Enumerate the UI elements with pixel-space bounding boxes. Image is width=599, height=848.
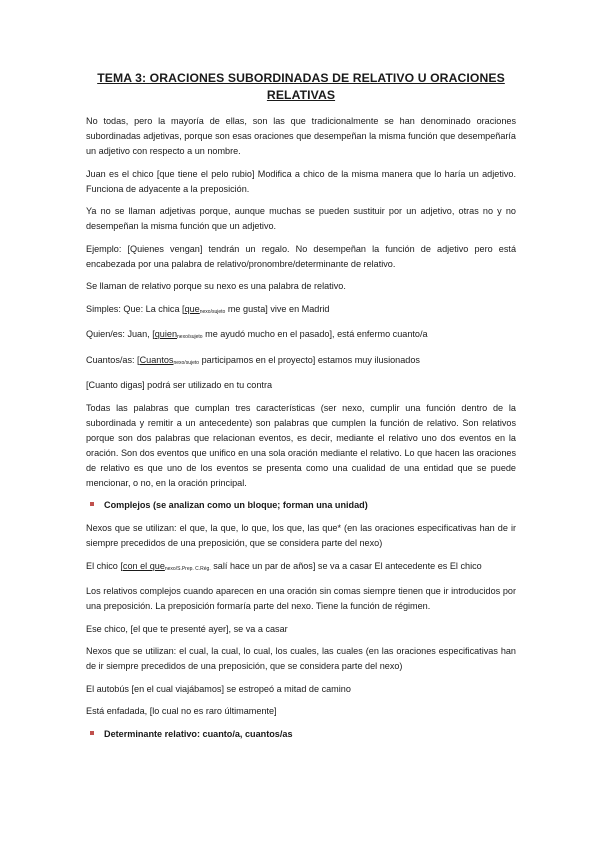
- example-subscript: nexo/sujeto: [199, 308, 226, 315]
- bullet-label: Determinante relativo: cuanto/a, cuantos/as: [104, 728, 293, 739]
- bullet-square-icon: [90, 502, 94, 506]
- paragraph: Ejemplo: [Quienes vengan] tendrán un regalo. No desempeñan la función de adjetivo pero está encabezada por una palabra de relativo/pronombre/determinante de relativo.: [86, 243, 516, 269]
- paragraph: Los relativos complejos cuando aparecen en una oración sin comas siempre tienen que ir introducidos por una preposición. La preposición formaría parte del nexo. Tiene la función de régimen.: [86, 586, 516, 611]
- document-page: [86, 70, 516, 750]
- example-text: salí hace un par de años] se va a casar El antecedente es El chico: [210, 560, 482, 571]
- example-subscript: nexo/S.Prep. C.Rég.: [164, 565, 211, 572]
- paragraph: No todas, pero la mayoría de ellas, son las que tradicionalmente se han denominado oraciones subordinadas adjetivas, porque son esas oraciones que desempeñan la misma función que desempeñaría un adjetivo con respecto a un nombre.: [86, 116, 516, 156]
- paragraph: Nexos que se utilizan: el que, la que, lo que, los que, las que* (en las oraciones especificativas han de ir siempre precedidos de una preposición, que se considera parte del nexo): [86, 523, 516, 548]
- example-subscript: nexo/sujeto: [173, 359, 200, 366]
- paragraph: Todas las palabras que cumplan tres características (ser nexo, cumplir una función dentro de la subordinada y remitir a un antecedente) son palabras que cumplen la función de relativo. Son relativos porque son dos palabras que relacionan eventos, es decir, mediante el relativo uno dos eventos en la oración. Son dos eventos que unifico en una sola oración mediante el relativo. Lo que hacen las oraciones de relativo es que uno de los eventos se presenta como una cualidad de una entidad que se puede mencionar, o no, en la oración principal.: [86, 402, 516, 488]
- document-title: TEMA 3: ORACIONES SUBORDINADAS DE RELATIVO U ORACIONES RELATIVAS: [97, 71, 505, 102]
- example-text: me gusta] vive en Madrid: [225, 303, 330, 314]
- example-text: Simples: Que: La chica [: [86, 303, 185, 314]
- paragraph: Juan es el chico [que tiene el pelo rubio] Modifica a chico de la misma manera que lo haría un adjetivo. Funciona de adyacente a la preposición.: [86, 168, 516, 194]
- example-text: Cuantos/as: [: [86, 354, 140, 365]
- example-nexo: quien: [154, 329, 178, 339]
- example-text: El chico [: [86, 560, 123, 571]
- paragraph: Está enfadada, [lo cual no es raro últimamente]: [86, 706, 277, 716]
- paragraph: El autobús [en el cual viajábamos] se estropeó a mitad de camino: [86, 683, 351, 694]
- example-text: me ayudó mucho en el pasado], está enfermo cuanto/a: [202, 329, 428, 339]
- example-line: [86, 559, 516, 577]
- paragraph: Ya no se llaman adjetivas porque, aunque muchas se pueden sustituir por un adjetivo, otras no y no desempeñan la misma función que un adjetivo.: [86, 206, 516, 231]
- example-line: [86, 353, 516, 371]
- example-line: [86, 302, 516, 320]
- paragraph: Se llaman de relativo porque su nexo es una palabra de relativo.: [86, 281, 346, 291]
- example-nexo: con el que: [122, 560, 165, 571]
- example-nexo: Cuantos: [139, 354, 174, 365]
- bullet-item: [86, 727, 516, 742]
- example-nexo: que: [184, 303, 200, 314]
- bullet-item: [86, 498, 516, 513]
- example-text: Quien/es: Juan, [: [86, 329, 155, 339]
- example-line: [86, 327, 516, 345]
- example-subscript: nexo/sujeto: [177, 334, 203, 340]
- example-text: participamos en el proyecto] estamos muy ilusionados: [199, 354, 420, 365]
- example-line: [Cuanto digas] podrá ser utilizado en tu contra: [86, 380, 273, 390]
- paragraph: Nexos que se utilizan: el cual, la cual, lo cual, los cuales, las cuales (en las oraciones especificativas han de ir siempre precedidos de una preposición, que se considera parte del nexo): [86, 646, 516, 671]
- bullet-square-icon: [90, 731, 94, 735]
- paragraph: Ese chico, [el que te presenté ayer], se va a casar: [86, 623, 288, 634]
- bullet-label: Complejos (se analizan como un bloque; forman una unidad): [104, 500, 368, 510]
